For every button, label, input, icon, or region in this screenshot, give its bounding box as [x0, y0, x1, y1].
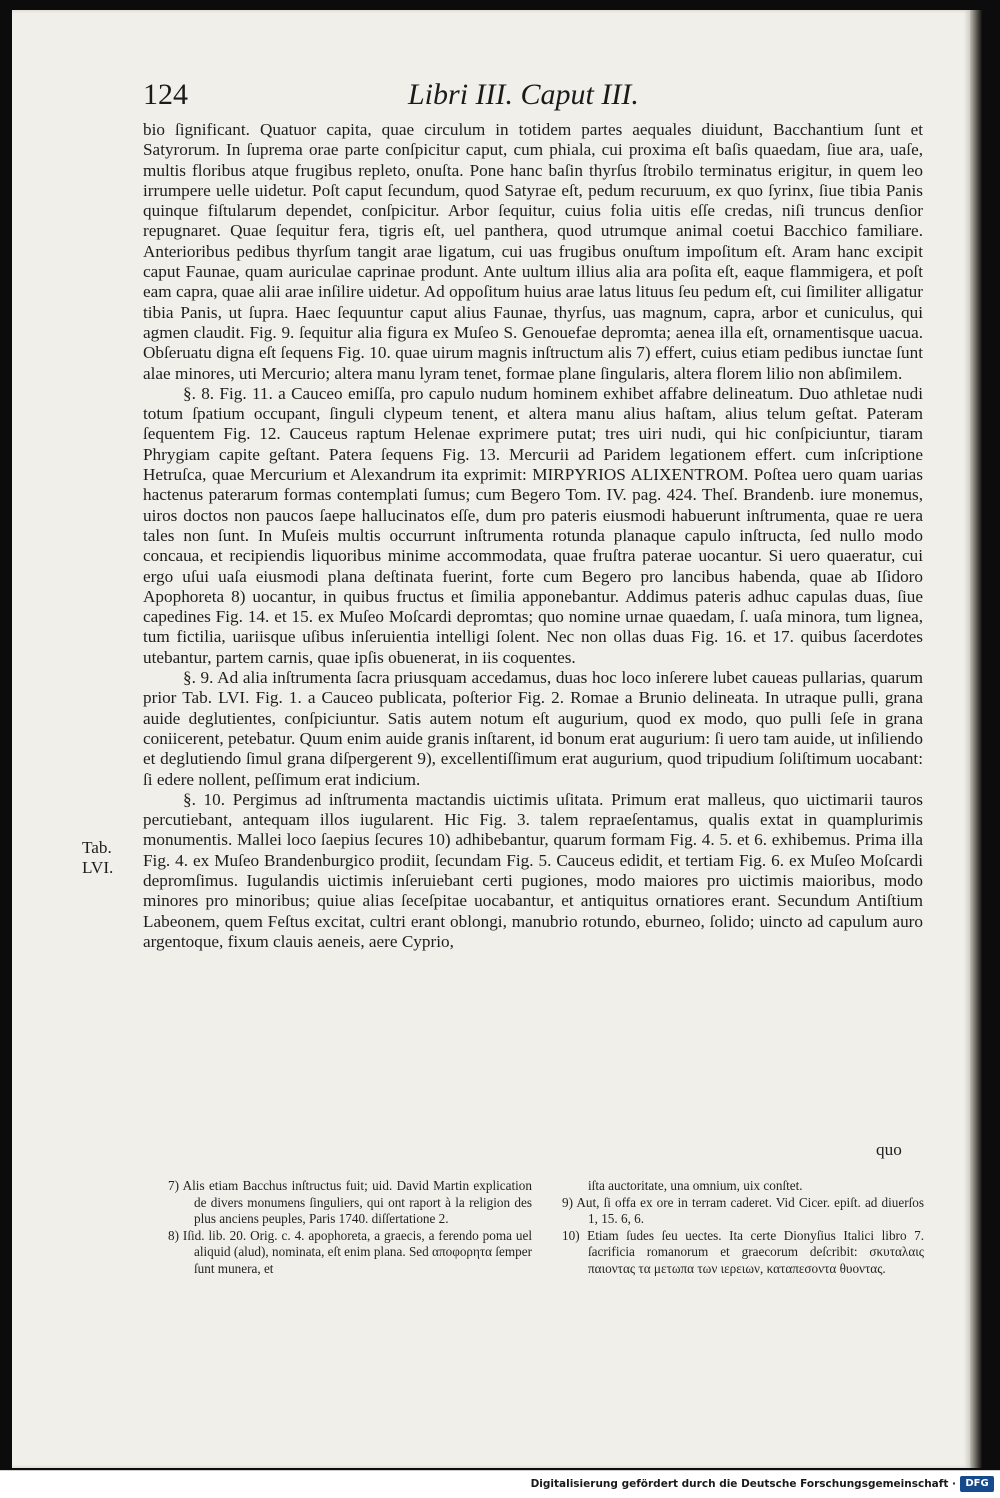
- margin-note-plate: [82, 838, 132, 879]
- paragraph-section-8: §. 8. Fig. 11. a Cauceo emiſſa, pro capulo nudum hominem exhibet affabre delineatum. Duo athletae nudi totum ſpatium occupant, ſinguli clypeum tenent, et altera manu alius haſtam, alius telum geſtat. Pateram ſequentem Fig. 12. Cauceus raptum Helenae exprimere putat; tres uiri nudi, qui hic conſpiciuntur, tiaram Phrygiam capite geſtant. Patera ſequens Fig. 13. Mercurii ad Paridem legationem effert. cum inſcriptione Hetruſca, quae Mercurium et Alexandrum ita exprimit: MIRPYRIOS ALIXENTROM. Poſtea uero quam uarias hactenus paterarum formas contemplati ſumus; cum Begero Tom. IV. pag. 424. Theſ. Brandenb. iure monemus, uiros doctos non paucos ſaepe hallucinatos eſſe, dum pro pateris eiusmodi habuerunt inſtrumenta, quae re uera tales non ſunt. In Muſeis multis occurrunt inſtrumenta rotunda planaque capulo inſtructa, ſed nullo modo concaua, et recipiendis liquoribus minime accommodata, quae fruſtra paterae uocantur. Si uero quaeratur, cui ergo uſui uaſa eiusmodi plana deſtinata fuerint, forte cum Begero pro lancibus habenda, quae ab Iſidoro Apophoreta 8) uocantur, in quibus fructus et ſimilia apponebantur. Addimus pateris adhuc capulas duas, ſiue capedines Fig. 14. et 15. ex Muſeo Moſcardi depromtas; quo nomine urnae quaedam, ſ. uaſa minora, tum lignea, tum fictilia, uariisque uſibus inſeruientia intelligi ſolent. Nec non ollas duas Fig. 16. et 17. quibus ſacerdotes utebantur, partem carnis, quae ipſis obuenerat, in iis coquentes.: [143, 383, 923, 667]
- footnote-9: 9) Aut, ſi offa ex ore in terram caderet. Vid Cicer. epiſt. ad diuerſos 1, 15. 6, 6.: [562, 1194, 924, 1226]
- footnotes-left-column: [168, 1178, 532, 1277]
- footnotes-right-column: [562, 1178, 924, 1277]
- paragraph-intro: bio ſignificant. Quatuor capita, quae circulum in totidem partes aequales diuidunt, Bacchantium ſunt et Satyrorum. In ſuprema orae parte conſpicitur caput, cum phiala, cui proxima eſt baſis quaedam, ſiue ara, uaſe, multis floribus atque frugibus repleto, onuſta. Pone hanc baſin thyrſus ſtrobilo terminatus erigitur, in quem leo irrumpere uelle uidetur. Poſt caput ſecundum, quod Satyrae eſt, pedum recuruum, ex quo ſyrinx, ſiue tibia Panis quinque fiſtularum dependet, conſpicitur. Arbor ſequitur, cuius folia uitis eſſe credas, niſi truncus denſior repugnaret. Quae ſequitur fera, tigris eſt, uel panthera, quod utrumque animal coetui Bacchico familiare. Anterioribus pedibus thyrſum tangit arae ligatum, cui uas frugibus onuſtum impoſitum eſt. Aram hanc excipit caput Faunae, quam auriculae caprinae produnt. Ante uultum illius alia ara poſita eſt, eaque flammigera, et poſt eam capra, quae alii arae inſilire uidetur. Ad oppoſitum huius arae latus lituus ſeu pedum eſt, cui ſimiliter alligatur tibia Panis, ut ſupra. Haec ſequuntur caput alius Faunae, thyrſus, uas magnum, capra, arbor et cuniculus, qui agmen claudit. Fig. 9. ſequitur alia figura ex Muſeo S. Genouefae depromta; aenea illa eſt, ornamentisque uacua. Obſeruatu digna eſt ſequens Fig. 10. quae uirum magnis inſtructum alis 7) effert, cuius etiam pedibus iunctae ſunt alae minores, uti Mercurio; altera manu lyram tenet, formae plane ſingularis, altera florem lilio non abſimilem.: [143, 120, 923, 383]
- main-text: [143, 120, 923, 952]
- paragraph-section-9: §. 9. Ad alia inſtrumenta ſacra priusquam accedamus, duas hoc loco inſerere lubet caueas pullarias, quarum prior Tab. LVI. Fig. 1. a Cauceo publicata, poſterior Fig. 2. Romae a Brunio delineata. In utraque pulli, grana auide deglutientes, conſpiciuntur. Satis autem notum eſt augurium, quod ex modo, quo pulli ſeſe in grana coniicerent, petebatur. Quum enim auide granis inſtarent, id bonum erat augurium: ſi uero tam auide, ut inſiliendo et deglutiendo ſimul grana diſpergerent 9), excellentiſſimum erat augurium, quod tripudium ſoliſtimum uocabant: ſi edere nollent, peſſimum erat indicium.: [143, 668, 923, 789]
- margin-note-line-2: LVI.: [82, 858, 114, 878]
- footnote-8: 8) Iſid. lib. 20. Orig. c. 4. apophoreta, a graecis, a ferendo poma uel aliquid (alud), nominata, eſt enim plana. Sed αποφορητα ſemper ſunt munera, et: [168, 1227, 533, 1276]
- page-edge-shadow: [970, 10, 982, 1468]
- catchword: quo: [876, 1140, 902, 1159]
- dfg-logo-icon: DFG: [960, 1476, 994, 1492]
- footnote-8-continued: iſta auctoritate, una omnium, uix conſtet.: [588, 1178, 803, 1193]
- funding-notice: Digitalisierung gefördert durch die Deutsche Forschungsgemeinschaft ·: [530, 1478, 956, 1490]
- margin-note-line-1: Tab.: [82, 838, 112, 857]
- running-head: [143, 78, 683, 118]
- digitization-footer: [0, 1470, 1000, 1498]
- footnote-10: 10) Etiam ſudes ſeu uectes. Ita certe Dionyſius Italici libro 7. ſacrificia romanorum et graecorum deſcribit: σκυταλαις παιοντας τα μετωπα των ιερειων, καταπεσοντα θυοντας.: [562, 1227, 924, 1276]
- paragraph-section-10: §. 10. Pergimus ad inſtrumenta mactandis uictimis uſitata. Primum erat malleus, quo uictimarii tauros percutiebant, antequam illos iugularent. Hic Fig. 3. talem repraeſentamus, qualis extat in quamplurimis monumentis. Mallei loco ſaepius ſecures 10) adhibebantur, quarum formam Fig. 4. 5. et 6. exhibemus. Prima illa Fig. 4. ex Muſeo Brandenburgico prodiit, ſecundam Fig. 5. Cauceus edidit, et tertiam Fig. 6. ex Muſeo Moſcardi depromſimus. Iugulandis uictimis inſeruiebant certi pugiones, modo maiores pro uictimis maioribus, modo minores pro minoribus; quiue alias ſeceſpitae uocabantur, et antiquitus ornatiores erant. Secundum Antiſtium Labeonem, quem Feſtus excitat, cultri erant oblongi, manubrio rotundo, eburneo, ſolido; uincto ad capulum auro argentoque, fixum clauis aeneis, aere Cyprio,: [143, 789, 923, 951]
- chapter-title: Libri III. Caput III.: [408, 78, 639, 111]
- footnote-7: 7) Alis etiam Bacchus inſtructus fuit; uid. David Martin explication de divers monumens ſinguliers, qui ont raport à la religion des plus anciens peuples, Paris 1740. diſſertatione 2.: [168, 1178, 532, 1226]
- page-number: 124: [143, 78, 188, 111]
